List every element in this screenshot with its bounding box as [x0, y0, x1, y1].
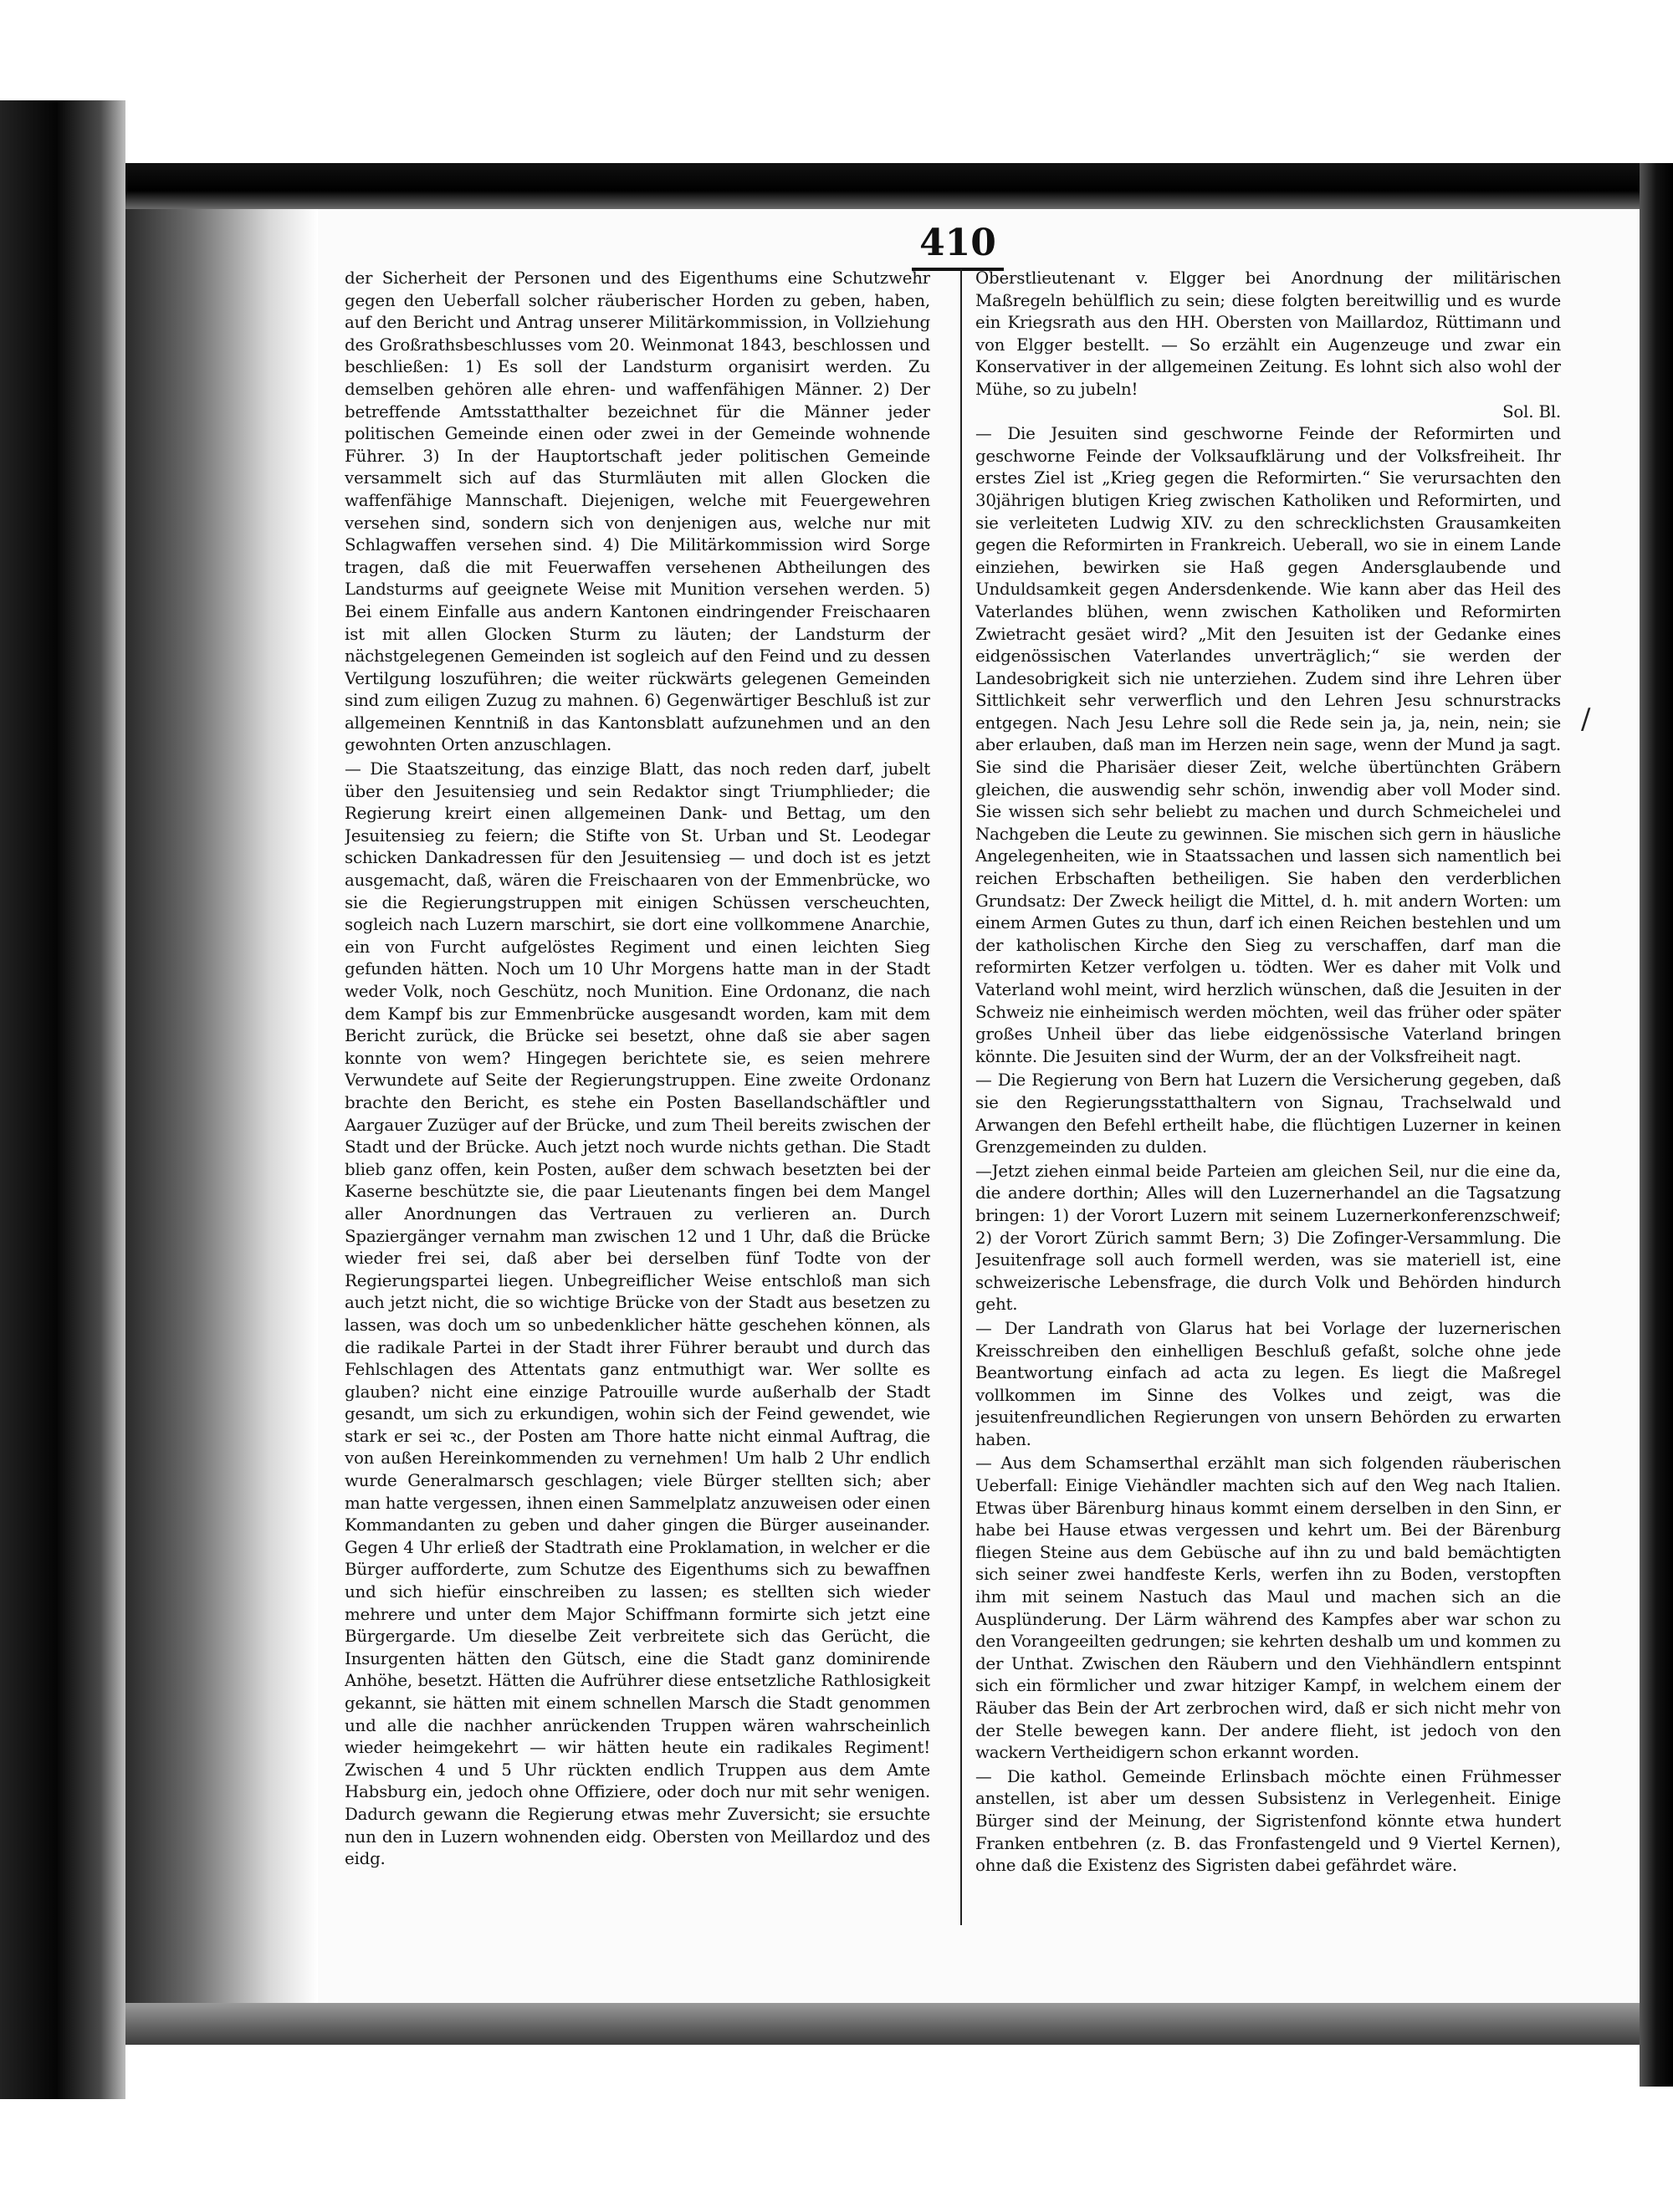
article-paragraph: — Die kathol. Gemeinde Erlinsbach möchte einen Frühmesser anstellen, ist aber um dessen Subsistenz in Verlegenheit. Einige Bürger sind der Meinung, der Sigristenfond könnte etwa hundert Franken entbehren (z. B. das Fronfastengeld und 9 Viertel Kernen), ohne daß die Existenz des Sigristen dabei gefährdet wäre.: [975, 1766, 1561, 1876]
scan-edge-right: [1640, 163, 1673, 2087]
article-paragraph: — Aus dem Schamserthal erzählt man sich folgenden räuberischen Ueberfall: Einige Viehändler machten sich auf den Weg nach Italien. Etwas über Bärenburg hinaus kommt einem derselben in den Sinn, er habe bei Hause etwas vergessen und kehrt um. Bei der Bärenburg fliegen Steine aus dem Gebüsche auf ihn zu und bald bemächtigten sich seiner zwei handfeste Kerls, werfen ihn zu Boden, verstopften ihm mit seinem Nastuch das Maul und machen sich an die Ausplünderung. Der Lärm während des Kampfes aber war schon zu den Vorangeeilten gedrungen; sie kehrten deshalb um und kommen zu der Unthat. Zwischen den Räubern und den Viehhändlern entspinnt sich ein förmlicher und zwar hitziger Kampf, in welchem einem der Räuber das Bein der Art zerbrochen wird, daß er sich nicht mehr von der Stelle bewegen kann. Der andere flieht, ist jedoch von den wackern Vertheidigern schon erkannt worden.: [975, 1453, 1561, 1763]
left-column: [345, 268, 930, 1932]
scan-edge-left: [0, 100, 125, 2099]
article-paragraph: — Die Jesuiten sind geschworne Feinde der Reformirten und geschworne Feinde der Volksaufklärung und der Volksfreiheit. Ihr erstes Ziel ist „Krieg gegen die Reformirten.“ Sie verursachten den 30jährigen blutigen Krieg zwischen Katholiken und Reformirten, und sie verleiteten Ludwig XIV. zu den schrecklichsten Grausamkeiten gegen die Reformirten in Frankreich. Ueberall, wo sie in einem Lande einziehen, bewirken sie Haß gegen Andersglaubende und Unduldsamkeit gegen Andersdenkende. Wie kann aber das Heil des Vaterlandes blühen, wenn zwischen Katholiken und Reformirten Zwietracht gesäet wird? „Mit den Jesuiten ist der Gedanke eines eidgenössischen Vaterlandes unverträglich;“ sie werden der Landesobrigkeit sich nie unterziehen. Zudem sind ihre Lehren über Sittlichkeit sehr verwerflich und den Lehren Jesu schnurstracks entgegen. Nach Jesu Lehre soll die Rede sein ja, ja, nein, nein; sie aber erlauben, daß man im Herzen nein sage, wenn der Mund ja sagt. Sie sind die Pharisäer dieser Zeit, welche übertünchten Gräbern gleichen, die auswendig sehr schön, inwendig aber voll Moder sind. Sie wissen sich sehr beliebt zu machen und durch Schmeichelei und Nachgeben die Leute zu gewinnen. Sie mischen sich gern in häusliche Angelegenheiten, wie in Staatssachen und lassen sich namentlich bei reichen Erbschaften betheiligen. Sie haben den verderblichen Grundsatz: Der Zweck heiligt die Mittel, d. h. mit andern Worten: um einem Armen Gutes zu thun, darf ich einen Reichen bestehlen und um der katholischen Kirche den Sieg zu verschaffen, darf man die reformirten Ketzer verfolgen u. tödten. Wer es daher mit Volk und Vaterland wohl meint, wird herzlich wünschen, daß die Jesuiten in der Schweiz nie einheimisch werden möchten, weil das früher oder später großes Unheil über das liebe eidgenössische Vaterland bringen könnte. Die Jesuiten sind der Wurm, der an der Volksfreiheit nagt.: [975, 424, 1561, 1066]
column-divider: [960, 269, 962, 1925]
article-paragraph: der Sicherheit der Personen und des Eigenthums eine Schutzwehr gegen den Ueberfall solcher räuberischer Horden zu geben, haben, auf den Bericht und Antrag unserer Militärkommission, in Vollziehung des Großrathsbeschlusses vom 20. Weinmonat 1843, beschlossen und beschließen: 1) Es soll der Landsturm organisirt werden. Zu demselben gehören alle ehren- und waffenfähigen Männer. 2) Der betreffende Amtsstatthalter bezeichnet für die Männer jeder politischen Gemeinde einen oder zwei in der Gemeinde wohnende Führer. 3) In der Hauptortschaft jeder politischen Gemeinde versammelt sich auf das Sturmläuten mit allen Glocken die waffenfähige Mannschaft. Diejenigen, welche mit Feuergewehren versehen sind, sondern sich von denjenigen aus, welche nur mit Schlagwaffen versehen sind. 4) Die Militärkommission wird Sorge tragen, daß die mit Feuerwaffen versehenen Abtheilungen des Landsturms auf geeignete Weise mit Munition versehen werden. 5) Bei einem Einfalle aus andern Kantonen eindringender Freischaaren ist mit allen Glocken Sturm zu läuten; der Landsturm der nächstgelegenen Gemeinden ist sogleich auf den Feind und zu dessen Vertilgung loszuführen; die weiter rückwärts gelegenen Gemeinden sind zum eiligen Zuzug zu mahnen. 6) Gegenwärtiger Beschluß ist zur allgemeinen Kenntniß in das Kantonsblatt aufzunehmen und an den gewohnten Orten anzuschlagen.: [345, 268, 930, 755]
article-paragraph: —Jetzt ziehen einmal beide Parteien am gleichen Seil, nur die eine da, die andere dorthin; Alles will den Luzernerhandel an die Tagsatzung bringen: 1) der Vorort Luzern mit seinem Luzernerkonferenzschweif; 2) der Vorort Zürich sammt Bern; 3) Die Zofinger-Versammlung. Die Jesuitenfrage soll auch formell werden, was sie materiell ist, eine schweizerische Lebensfrage, die durch Volk und Behörden hindurch geht.: [975, 1161, 1561, 1315]
page-number: 410: [912, 219, 1004, 271]
right-column: [975, 268, 1561, 1932]
article-paragraph: — Die Staatszeitung, das einzige Blatt, das noch reden darf, jubelt über den Jesuitensieg und sein Redaktor singt Triumphlieder; die Regierung kreirt einen allgemeinen Dank- und Bettag, um den Jesuitensieg zu feiern; die Stifte von St. Urban und St. Leodegar schicken Dankadressen für den Jesuitensieg — und doch ist es jetzt ausgemacht, daß, wären die Freischaaren von der Emmenbrücke, wo sie die Regierungstruppen mit einigen Schüssen verscheuchten, sogleich nach Luzern marschirt, sie dort eine vollkommene Anarchie, ein von Furcht aufgelöstes Regiment und einen leichten Sieg gefunden hätten. Noch um 10 Uhr Morgens hatte man in der Stadt weder Volk, noch Geschütz, noch Munition. Eine Ordonanz, die nach dem Kampf bis zur Emmenbrücke ausgesandt worden, kam mit dem Bericht zurück, die Brücke sei besetzt, ohne daß sie aber sagen konnte von wem? Hingegen berichtete sie, es seien mehrere Verwundete auf Seite der Regierungstruppen. Eine zweite Ordonanz brachte den Bericht, es stehe ein Posten Basellandschäftler und Aargauer Zuzüger auf der Brücke, und zum Theil bereits zwischen der Stadt und der Brücke. Auch jetzt noch wurde nichts gethan. Die Stadt blieb ganz offen, kein Posten, außer dem schwach besetzten bei der Kaserne beschützte sie, die paar Lieutenants fingen bei dem Mangel aller Anordnungen das Vertrauen zu verlieren an. Durch Spaziergänger vernahm man zwischen 12 und 1 Uhr, daß die Brücke wieder frei sei, daß aber bei derselben fünf Todte von der Regierungspartei liegen. Unbegreiflicher Weise entschloß man sich auch jetzt nicht, die so wichtige Brücke von der Stadt aus besetzen zu lassen, was doch um so unbedenklicher hätte geschehen können, als die radikale Partei in der Stadt ihrer Führer beraubt und durch das Fehlschlagen des Attentats ganz entmuthigt war. Wer sollte es glauben? nicht eine einzige Patrouille wurde außerhalb der Stadt gesandt, um sich zu erkundigen, wohin sich der Feind gewendet, wie stark er sei ꝛc., der Posten am Thore hatte nicht einmal Auftrag, die von außen Hereinkommenden zu vernehmen! Um halb 2 Uhr endlich wurde Generalmarsch geschlagen; viele Bürger stellten sich; aber man hatte vergessen, ihnen einen Sammelplatz anzuweisen oder einen Kommandanten zu geben und daher gingen die Bürger auseinander. Gegen 4 Uhr erließ der Stadtrath eine Proklamation, in welcher er die Bürger aufforderte, zum Schutze des Eigenthums sich zu bewaffnen und sich hiefür einschreiben zu lassen; es stellten sich wieder mehrere und unter dem Major Schiffmann formirte sich jetzt eine Bürgergarde. Um dieselbe Zeit verbreitete sich das Gerücht, die Insurgenten hätten den Gütsch, eine die Stadt ganz dominirende Anhöhe, besetzt. Hätten die Aufrührer diese entsetzliche Rathlosigkeit gekannt, sie hätten mit einem schnellen Marsch die Stadt genommen und alle die nachher anrückenden Truppen wären wahrscheinlich wieder heimgekehrt — wir hätten heute ein radikales Regiment! Zwischen 4 und 5 Uhr rückten endlich Truppen aus dem Amte Habsburg ein, jedoch ohne Offiziere, oder doch nur mit sehr wenigen. Dadurch gewann die Regierung etwas mehr Zuversicht; sie ersuchte nun den in Luzern wohnenden eidg. Obersten von Meillardoz und des eidg.: [345, 759, 930, 1869]
scan-edge-top: [125, 163, 1640, 209]
article-paragraph: — Die Regierung von Bern hat Luzern die Versicherung gegeben, daß sie den Regierungsstatthaltern von Signau, Trachselwald und Arwangen den Befehl ertheilt habe, die flüchtigen Luzerner in keinen Grenzgemeinden zu dulden.: [975, 1070, 1561, 1157]
scan-edge-bottom: [125, 2003, 1640, 2045]
article-paragraph: — Der Landrath von Glarus hat bei Vorlage der luzernerischen Kreisschreiben den einhelligen Beschluß gefaßt, solche ohne jede Beantwortung einfach ad acta zu legen. Es liegt die Maßregel vollkommen im Sinne des Volkes und zeigt, was die jesuitenfreundlichen Regierungen von unsern Behörden zu erwarten haben.: [975, 1318, 1561, 1449]
book-spine-shadow: [125, 209, 318, 2003]
article-paragraph: Oberstlieutenant v. Elgger bei Anordnung der militärischen Maßregeln behülflich zu sein; diese folgten bereitwillig und es wurde ein Kriegsrath aus den HH. Obersten von Maillardoz, Rüttimann und von Elgger bestellt. — So erzählt ein Augenzeuge und zwar ein Konservativer in der allgemeinen Zeitung. Es lohnt sich also wohl der Mühe, so zu jubeln!: [975, 268, 1561, 399]
margin-mark: /: [1581, 702, 1591, 736]
source-signature: Sol. Bl.: [1502, 401, 1561, 421]
